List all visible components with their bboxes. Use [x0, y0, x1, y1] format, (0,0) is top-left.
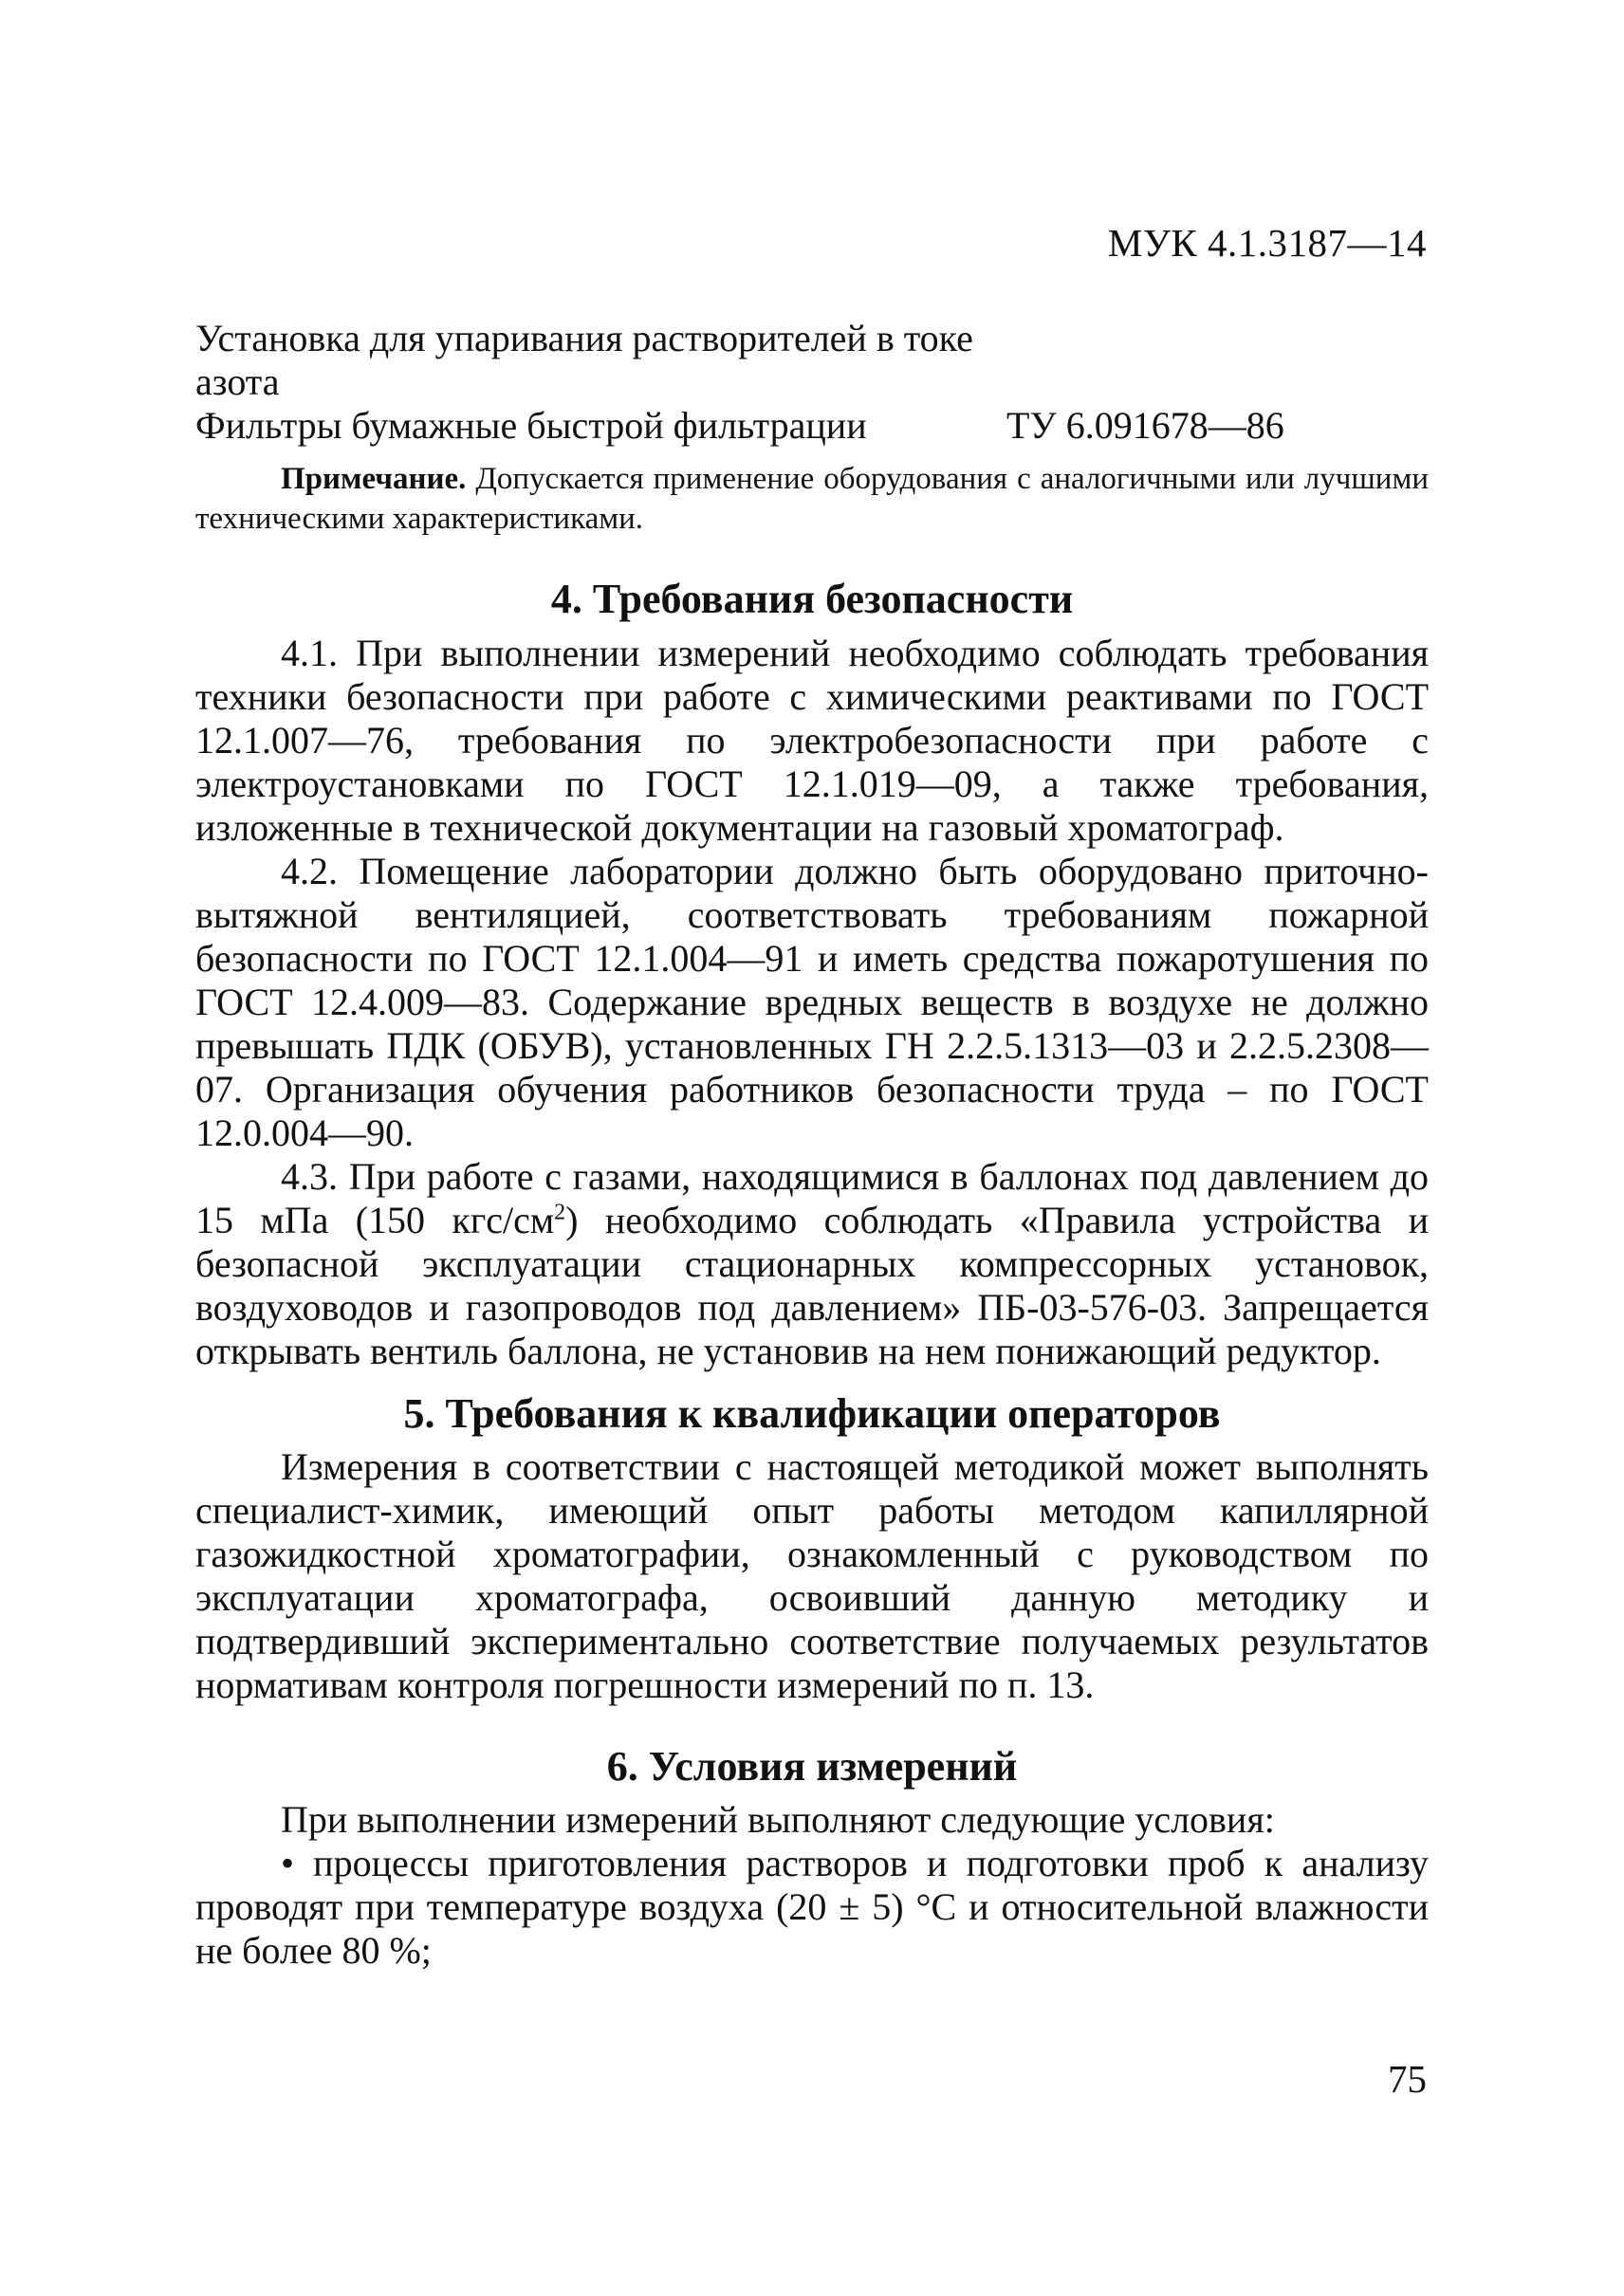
note-text: Допускается применение оборудования с аналогичными или лучшими техническими характеристиками. — [195, 462, 1429, 536]
paragraph-4-3: 4.3. При работе с газами, находящимися в баллонах под давлением до 15 мПа (150 кгс/$см^2$) необходимо соблюдать «Правила устройства и безопасной эксплуатации стационарных компрессорных установок, воздуховодов и газопроводов под давлением» ПБ-03-576-03. Запрещается открывать вентиль баллона, не установив на нем понижающий редуктор. — [195, 1155, 1429, 1372]
equipment-item-filters-name: Фильтры бумажные быстрой фильтрации — [195, 404, 867, 447]
equipment-item-filters — [195, 404, 1429, 448]
superscript: 2 — [554, 1200, 566, 1225]
page-number: 75 — [1388, 2057, 1427, 2101]
section-5-body — [195, 1445, 1429, 1707]
equipment-item-filters-code: ТУ 6.091678—86 — [1006, 404, 1284, 447]
section-6-heading: 6. Условия измерений — [606, 1743, 1018, 1790]
paragraph-6-bullet: • процессы приготовления растворов и подготовки проб к анализу проводят при температуре воздуха (20 ± 5) °С и относительной влажности не более 80 %; — [195, 1842, 1429, 1972]
section-6-body — [195, 1798, 1429, 1973]
section-4-body — [195, 632, 1429, 1373]
section-4-heading: 4. Требования безопасности — [550, 576, 1074, 622]
paragraph-4-2: 4.2. Помещение лаборатории должно быть оборудовано приточно-вытяжной вентиляцией, соответствовать требованиям пожарной безопасности по ГОСТ 12.1.004—91 и иметь средства пожаротушения по ГОСТ 12.4.009—83. Содержание вредных веществ в воздухе не должно превышать ПДК (ОБУВ), установленных ГН 2.2.5.1313—03 и 2.2.5.2308—07. Организация обучения работников безопасности труда – по ГОСТ 12.0.004—90. — [195, 850, 1429, 1154]
note-label: Примечание. — [281, 462, 467, 496]
paragraph-5-1: Измерения в соответствии с настоящей методикой может выполнять специалист-химик, имеющий опыт работы методом капиллярной газожидкостной хроматографии, ознакомленный с руководством по эксплуатации хроматографа, освоивший данную методику и подтвердивший экспериментально соответствие получаемых результатов нормативам контроля погрешности измерений по п. 13. — [195, 1445, 1429, 1706]
equipment-item-evaporator: Установка для упаривания растворителей в токе азота — [195, 317, 973, 403]
section-5-heading: 5. Требования к квалификации операторов — [403, 1390, 1221, 1437]
paragraph-4-1: 4.1. При выполнении измерений необходимо соблюдать требования техники безопасности при работе с химическими реактивами по ГОСТ 12.1.007—76, требования по электробезопасности при работе с электроустановками по ГОСТ 12.1.019—09, а также требования, изложенные в технической документации на газовый хроматограф. — [195, 632, 1429, 849]
equipment-note — [195, 459, 1429, 539]
paragraph-6-intro: При выполнении измерений выполняют следующие условия: — [281, 1798, 1275, 1841]
document-code: МУК 4.1.3187—14 — [1107, 221, 1427, 265]
